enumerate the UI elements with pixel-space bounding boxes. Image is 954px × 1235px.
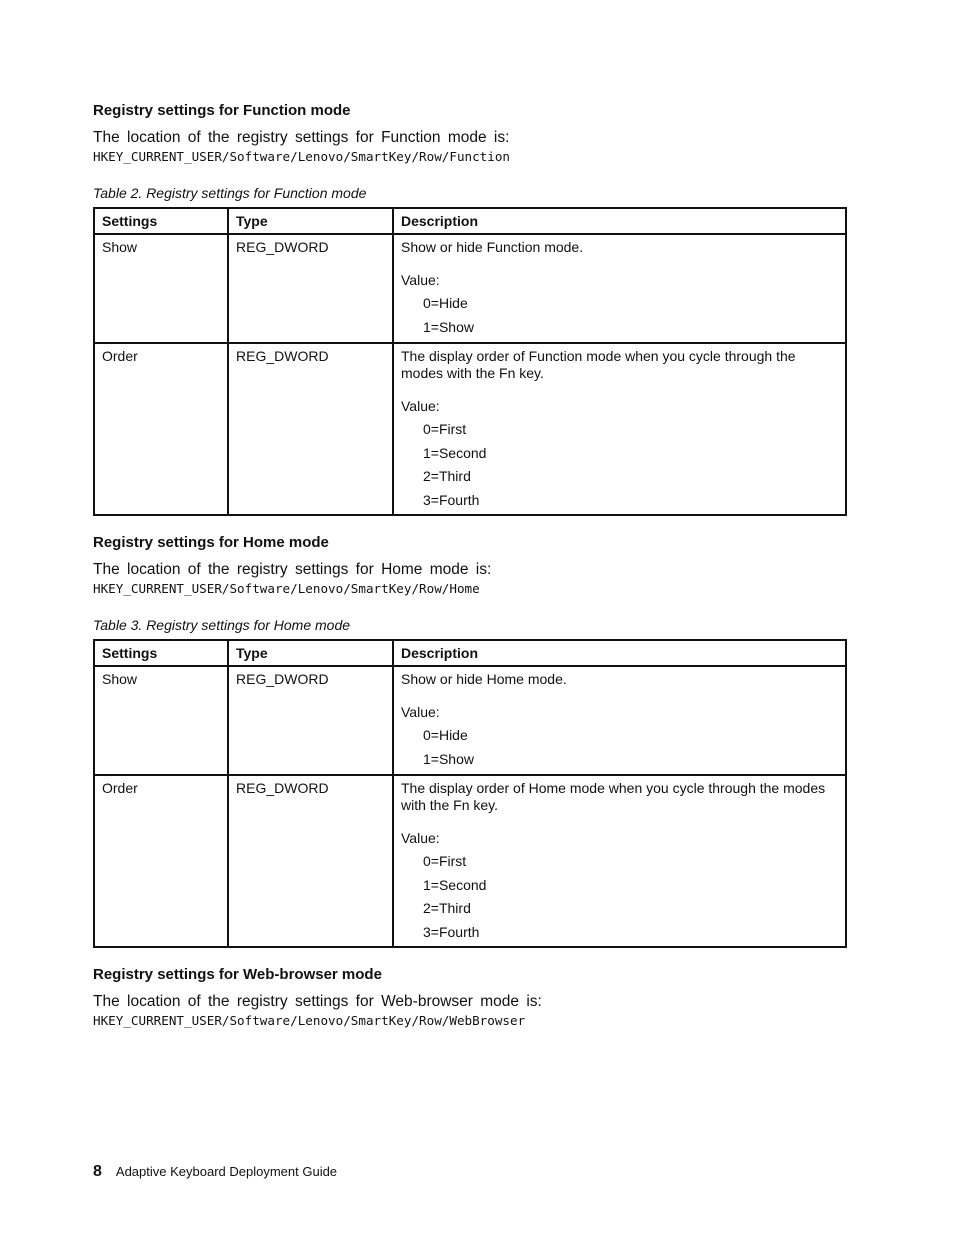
intro-text: The location of the registry settings for Home mode is:: [93, 561, 492, 578]
value-item: 0=First: [423, 853, 467, 869]
section-function-mode: [93, 102, 845, 516]
table-header-row: [94, 208, 846, 234]
table-row: [94, 775, 846, 947]
cell-setting: Show: [94, 234, 228, 343]
value-item: 2=Third: [423, 468, 471, 484]
value-label: Value:: [401, 704, 440, 720]
description-text: The display order of Function mode when you cycle through the modes with the Fn key.: [401, 348, 796, 381]
table-row: [94, 234, 846, 343]
registry-path: HKEY_CURRENT_USER/Software/Lenovo/SmartKey/Row/WebBrowser: [93, 1013, 526, 1028]
value-label: Value:: [401, 398, 440, 414]
cell-description: [393, 234, 846, 343]
value-item: 3=Fourth: [423, 491, 480, 508]
value-item: 1=Second: [423, 444, 487, 461]
page-number: 8: [93, 1163, 102, 1180]
registry-table: [93, 639, 847, 948]
cell-description: [393, 666, 846, 775]
document-title: Adaptive Keyboard Deployment Guide: [115, 1164, 338, 1179]
description-text: Show or hide Home mode.: [401, 671, 567, 687]
table-row: [94, 343, 846, 515]
value-list: [401, 295, 838, 336]
cell-description: [393, 343, 846, 515]
value-item: 0=First: [423, 421, 467, 437]
value-list: [401, 853, 838, 941]
value-label: Value:: [401, 830, 440, 846]
table-header-row: [94, 640, 846, 666]
header-type: Type: [228, 208, 393, 234]
cell-setting: Order: [94, 775, 228, 947]
description-text: Show or hide Function mode.: [401, 239, 584, 255]
value-item: 3=Fourth: [423, 923, 480, 940]
registry-table: [93, 207, 847, 516]
table-row: [94, 666, 846, 775]
header-settings: Settings: [94, 640, 228, 666]
value-item: 1=Show: [423, 750, 474, 767]
section-heading: Registry settings for Function mode: [93, 102, 351, 119]
value-item: 1=Show: [423, 318, 474, 335]
value-item: 0=Hide: [423, 295, 468, 311]
registry-path: HKEY_CURRENT_USER/Software/Lenovo/SmartKey/Row/Function: [93, 149, 511, 164]
intro-text: The location of the registry settings for Web-browser mode is:: [93, 993, 542, 1010]
cell-setting: Show: [94, 666, 228, 775]
registry-path: HKEY_CURRENT_USER/Software/Lenovo/SmartKey/Row/Home: [93, 581, 480, 596]
cell-type: REG_DWORD: [228, 666, 393, 775]
cell-type: REG_DWORD: [228, 234, 393, 343]
header-description: Description: [393, 208, 846, 234]
table-caption: Table 2. Registry settings for Function mode: [93, 185, 367, 201]
table-caption: Table 3. Registry settings for Home mode: [93, 617, 351, 633]
value-item: 1=Second: [423, 876, 487, 893]
cell-setting: Order: [94, 343, 228, 515]
description-text: The display order of Home mode when you cycle through the modes with the Fn key.: [401, 780, 826, 813]
section-home-mode: [93, 534, 845, 948]
header-settings: Settings: [94, 208, 228, 234]
value-label: Value:: [401, 272, 440, 288]
intro-text: The location of the registry settings for Function mode is:: [93, 129, 510, 146]
cell-type: REG_DWORD: [228, 775, 393, 947]
cell-description: [393, 775, 846, 947]
header-type: Type: [228, 640, 393, 666]
value-list: [401, 421, 838, 509]
value-item: 0=Hide: [423, 727, 468, 743]
cell-type: REG_DWORD: [228, 343, 393, 515]
value-list: [401, 727, 838, 768]
page-footer: [93, 1163, 337, 1181]
section-web-browser-mode: [93, 966, 845, 1029]
value-item: 2=Third: [423, 900, 471, 916]
section-heading: Registry settings for Home mode: [93, 534, 329, 551]
section-heading: Registry settings for Web-browser mode: [93, 966, 382, 983]
header-description: Description: [393, 640, 846, 666]
